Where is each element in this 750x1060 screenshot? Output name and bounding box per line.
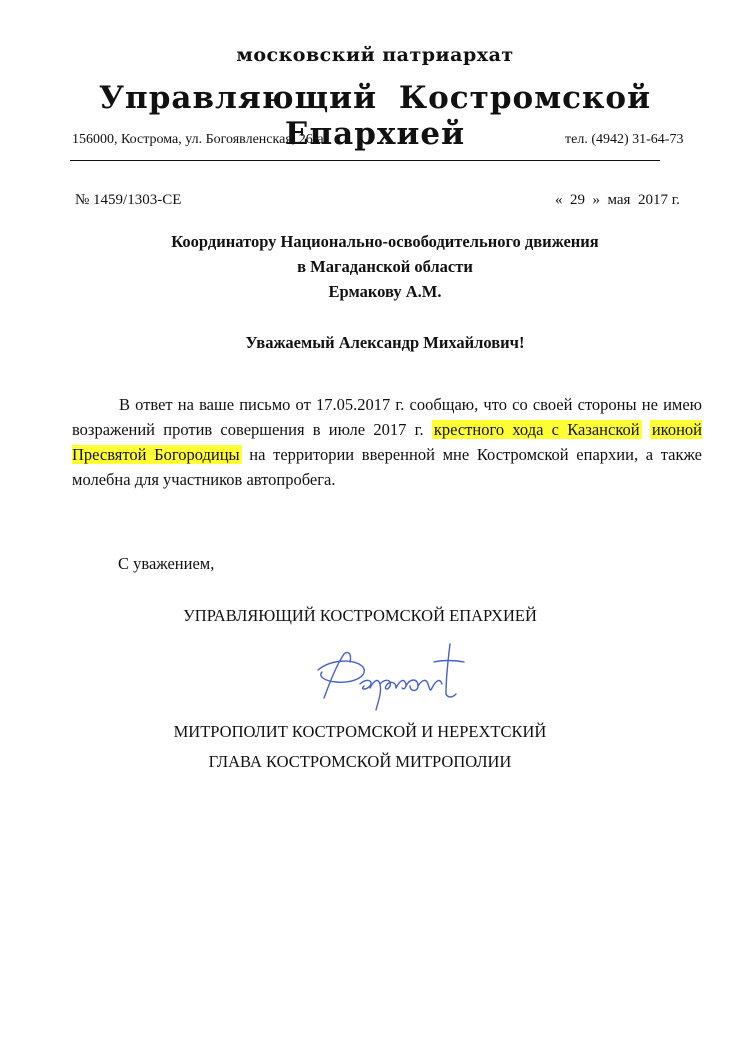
document-number: № 1459/1303-СЕ bbox=[75, 192, 182, 208]
salutation: Уважаемый Александр Михайлович! bbox=[245, 333, 525, 352]
signer-title: УПРАВЛЯЮЩИЙ КОСТРОМСКОЙ ЕПАРХИЕЙ bbox=[183, 606, 537, 625]
signer-role: ГЛАВА КОСТРОМСКОЙ МИТРОПОЛИИ bbox=[208, 752, 512, 771]
body-text-part2: на территории вверенной мне Костромской епархии, а также молебна для участников автопробега. bbox=[72, 445, 702, 489]
letter-body bbox=[72, 392, 702, 492]
patriarchate-heading: московский патриархат bbox=[236, 44, 514, 66]
body-text-part1: В ответ на ваше письмо от 17.05.2017 г. сообщаю, что со своей стороны не имею возражений против совершения в июле 2017 г. bbox=[72, 395, 702, 439]
closing-phrase: С уважением, bbox=[118, 554, 215, 573]
letterhead-divider bbox=[70, 160, 660, 161]
highlighted-text-1: крестного хода с Казанской bbox=[433, 420, 640, 439]
letterhead-phone: тел. (4942) 31-64-73 bbox=[565, 132, 684, 147]
document-date: « 29 » мая 2017 г. bbox=[555, 192, 680, 208]
letterhead-address: 156000, Кострома, ул. Богоявленская, 26-а bbox=[72, 132, 324, 147]
handwritten-signature bbox=[300, 640, 470, 720]
diocese-title: Управляющий Костромской Епархией bbox=[98, 80, 652, 152]
recipient-line-position: Координатору Национально-освободительного движения bbox=[171, 232, 599, 251]
recipient-block bbox=[60, 229, 710, 304]
recipient-line-name: Ермакову А.М. bbox=[328, 282, 442, 301]
highlighted-text-2: иконой Пресвятой Богородицы bbox=[72, 420, 702, 464]
recipient-line-region: в Магаданской области bbox=[297, 257, 473, 276]
signer-rank: МИТРОПОЛИТ КОСТРОМСКОЙ И НЕРЕХТСКИЙ bbox=[173, 722, 547, 741]
